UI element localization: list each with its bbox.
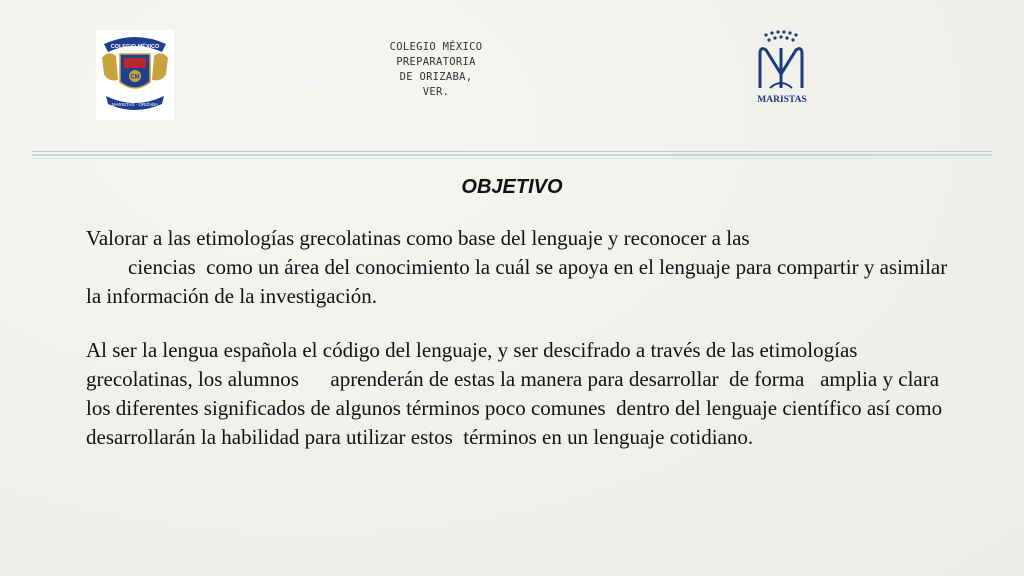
maristas-wordmark: MARISTAS bbox=[757, 95, 807, 105]
objective-paragraph: Valorar a las etimologías grecolatinas como base del lenguaje y reconocer a las ciencias como un área del conocimiento la cuál se apoya en el lenguaje para compartir y asimilar la información de la investigación. bbox=[86, 226, 948, 308]
maristas-logo-icon bbox=[746, 30, 818, 110]
school-name-line: COLEGIO MÉXICO bbox=[389, 41, 483, 53]
crest-bottom-text: MARISTAS · ORIZABA bbox=[111, 102, 159, 107]
school-name-line: PREPARATORIA bbox=[396, 56, 476, 68]
colegio-mexico-crest-icon bbox=[96, 30, 174, 120]
objective-body bbox=[86, 224, 966, 452]
svg-text:CM: CM bbox=[130, 74, 140, 81]
school-name-line: VER. bbox=[422, 86, 450, 98]
divider-line bbox=[32, 154, 992, 156]
school-name bbox=[372, 40, 500, 100]
objective-paragraph: Al ser la lengua española el código del lenguaje, y ser descifrado a través de las etimologías grecolatinas, los alumnos aprenderán de estas la manera para desarrollar de forma amplia y clara los diferentes significados de algunos términos poco comunes dentro del lenguaje científico así como desarrollarán la habilidad para utilizar estos términos en un lenguaje cotidiano. bbox=[86, 338, 948, 449]
crest-top-text: COLEGIO MÉXICO bbox=[110, 44, 160, 50]
section-heading: OBJETIVO bbox=[461, 176, 563, 198]
divider-line bbox=[32, 151, 992, 152]
school-name-line: DE ORIZABA, bbox=[399, 71, 473, 83]
divider-line bbox=[32, 158, 992, 159]
